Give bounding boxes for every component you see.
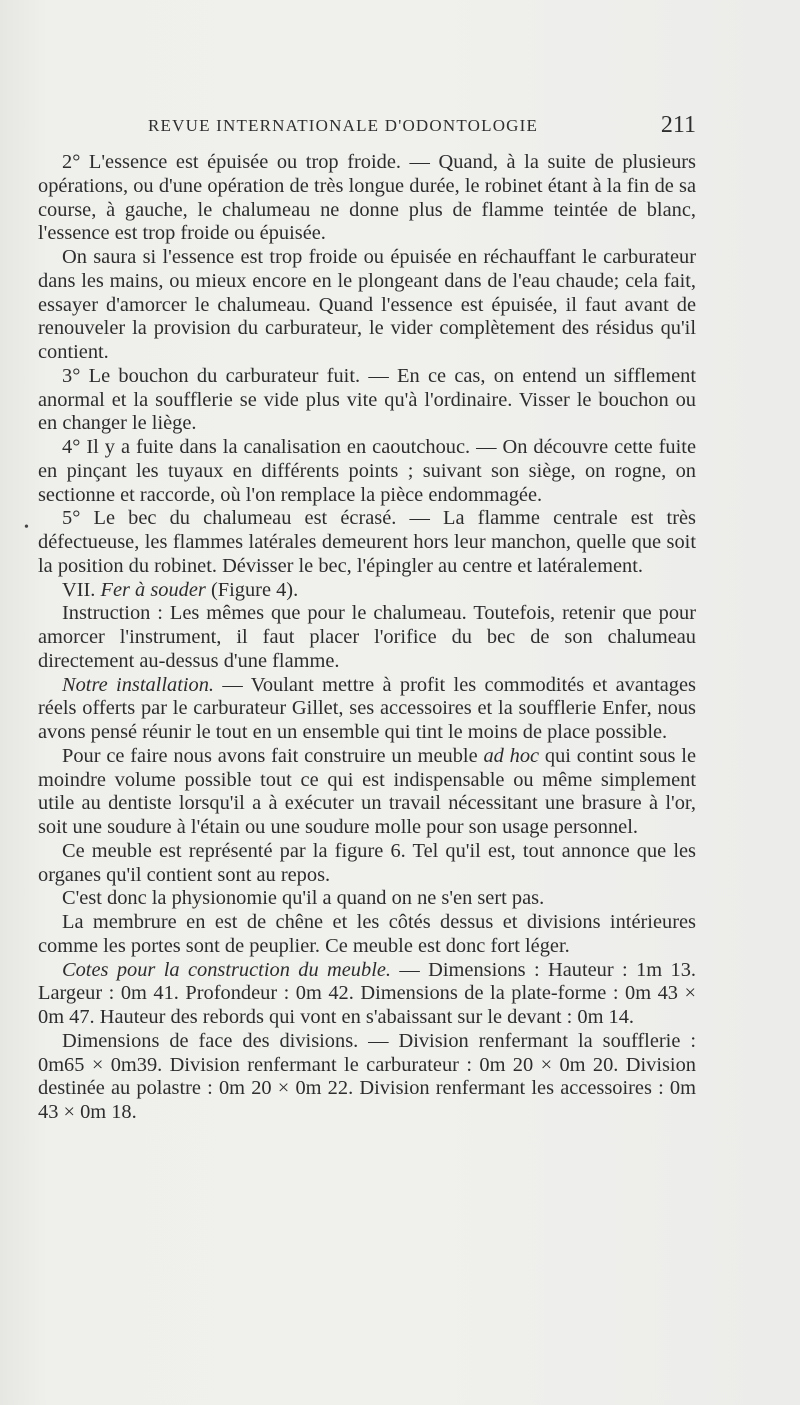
section-heading [38,579,696,603]
build-text-before: Pour ce faire nous avons fait construire un meuble [62,744,484,767]
body-text [38,151,696,1125]
figure-reference: (Figure 4). [210,578,299,601]
build-italic: ad hoc [483,744,540,767]
page-number: 211 [660,112,696,138]
paragraph: Ce meuble est représenté par la figure 6. Tel qu'il est, tout annonce que les organes qu'il contient sont au repos. [38,839,696,886]
section-title: Fer à souder [100,578,206,601]
paragraph: 2° L'essence est épuisée ou trop froide. — Quand, à la suite de plusieurs opérations, ou d'une opération de très longue durée, le robinet étant à la fin de sa course, à gauche, le chalumeau ne donne plus de flamme teintée de blanc, l'essence est trop froide ou épuisée. [38,151,696,245]
paragraph: Instruction : Les mêmes que pour le chalumeau. Toutefois, retenir que pour amorcer l'instrument, il faut placer l'orifice du bec de son chalumeau directement au-dessus d'une flamme. [38,602,696,672]
paragraph: 5° Le bec du chalumeau est écrasé. — La flamme centrale est très défectueuse, les flammes latérales demeurent hors leur manchon, quelle que soit la position du robinet. Dévisser le bec, l'épingler au centre et latéralement. [38,507,696,577]
paragraph-dimensions [38,959,696,1030]
dimensions-text: — Dimensions : Hauteur : 1m 13. Largeur : 0m 41. Profondeur : 0m 42. Dimensions de la plate-forme : 0m 43 × 0m 47. Hauteur des rebords qui vont en s'abaissant sur le devant : 0m 14. [38,958,696,1028]
installation-text: — Voulant mettre à profit les commodités et avantages réels offerts par le carburateur Gillet, ses accessoires et la soufflerie Enfer, nous avons pensé réunir le tout en un ensemble qui tint le moins de place possible. [38,673,696,743]
paragraph-installation [38,674,696,745]
paragraph: 3° Le bouchon du carburateur fuit. — En ce cas, on entend un sifflement anormal et la soufflerie se vide plus vite qu'à l'ordinaire. Visser le bouchon ou en changer le liège. [38,364,696,435]
paragraph-build [38,745,696,840]
build-text-after: qui contint sous le moindre volume possible tout ce qui est indispensable ou même simplement utile au dentiste lorsqu'il a à exécuter un travail nécessitant une brasure à l'or, soit une soudure à l'étain ou une soudure molle pour son usage personnel. [38,744,696,838]
paragraph: On saura si l'essence est trop froide ou épuisée en réchauffant le carburateur dans les mains, ou mieux encore en le plongeant dans de l'eau chaude; cela fait, essayer d'amorcer le chalumeau. Quand l'essence est épuisée, il faut avant de renouveler la provision du carburateur, le vider complètement des résidus qu'il contient. [38,246,696,363]
page-header [148,112,696,142]
paragraph: C'est donc la physionomie qu'il a quand on ne s'en sert pas. [62,887,545,910]
dimensions-lead: Cotes pour la construction du meuble. [62,958,392,981]
section-number: VII. [62,578,96,601]
paragraph: 4° Il y a fuite dans la canalisation en caoutchouc. — On découvre cette fuite en pinçant les tuyaux en différents points ; suivant son siège, on rogne, on sectionne et raccorde, où l'on remplace la pièce endommagée. [38,436,696,506]
margin-mark: • [24,520,29,535]
paragraph: La membrure en est de chêne et les côtés dessus et divisions intérieures comme les portes sont de peuplier. Ce meuble est donc fort léger. [38,911,696,957]
running-head: REVUE INTERNATIONALE D'ODONTOLOGIE [148,116,539,135]
paragraph: Dimensions de face des divisions. — Division renfermant la soufflerie : 0m65 × 0m39. Division renfermant le carburateur : 0m 20 × 0m 20. Division destinée au polastre : 0m 20 × 0m 22. Division renfermant les accessoires : 0m 43 × 0m 18. [38,1029,696,1123]
installation-lead: Notre installation. [62,673,215,696]
